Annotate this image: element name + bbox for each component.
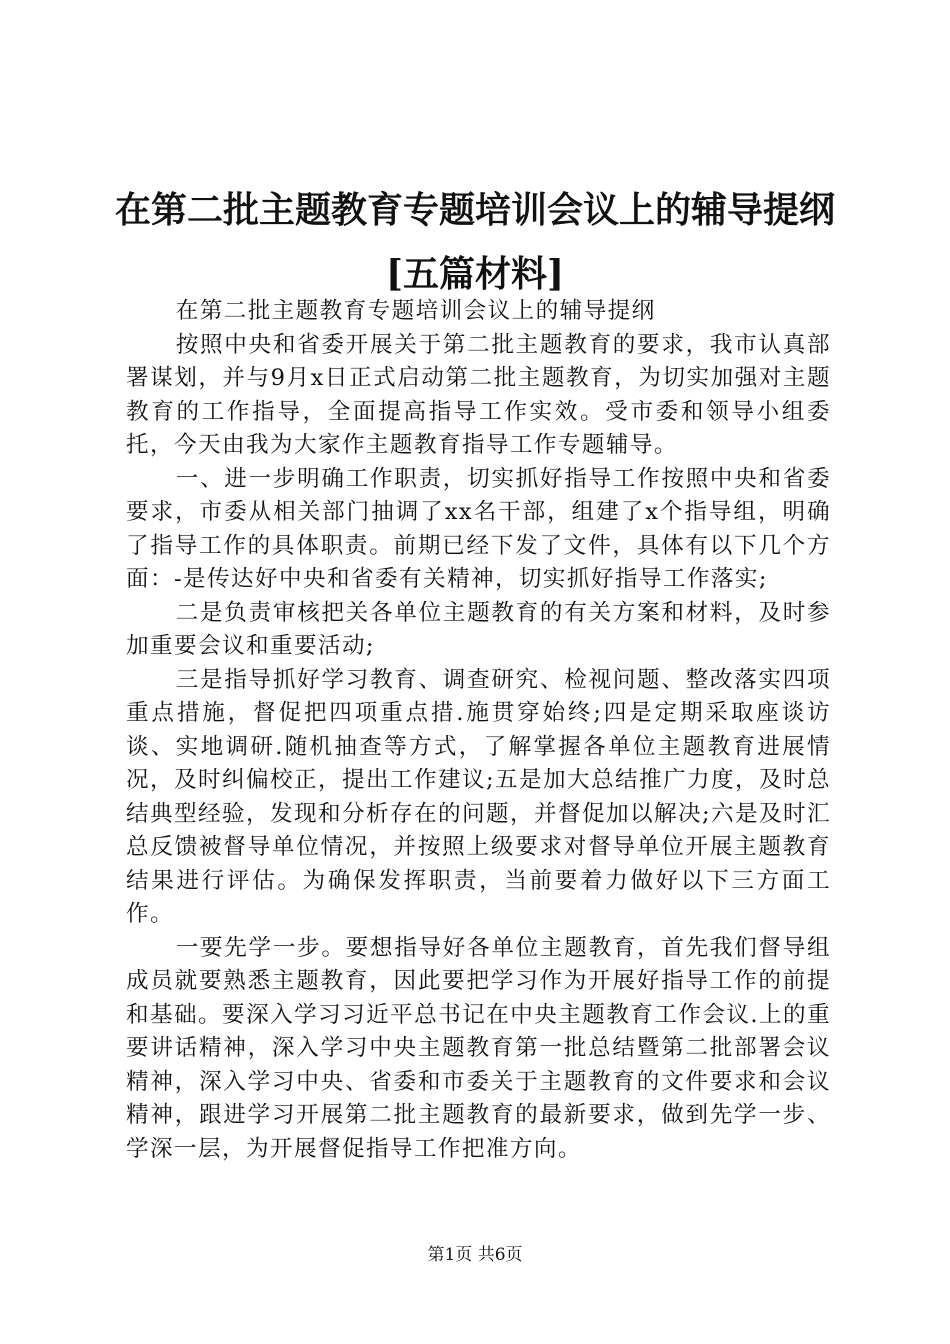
paragraph: 三是指导抓好学习教育、调查研究、检视问题、整改落实四项重点措施，督促把四项重点措.施贯穿始终;四是定期采取座谈访谈、实地调研.随机抽查等方式，了解掌握各单位主题教育进展情况，及时纠偏校正，提出工作建议;五是加大总结推广力度，及时总结典型经验，发现和分析存在的问题，并督促加以解决;六是及时汇总反馈被督导单位情况，并按照上级要求对督导单位开展主题教育结果进行评估。为确保发挥职责，当前要着力做好以下三方面工作。 xyxy=(126,666,831,927)
paragraph: 一、进一步明确工作职责，切实抓好指导工作按照中央和省委要求，市委从相关部门抽调了xx名干部，组建了x个指导组，明确了指导工作的具体职责。前期已经下发了文件，具体有以下几个方面：-是传达好中央和省委有关精神，切实抓好指导工作落实; xyxy=(126,465,831,592)
document-body xyxy=(126,295,831,1166)
paragraph: 在第二批主题教育专题培训会议上的辅导提纲 xyxy=(175,298,656,324)
paragraph: 二是负责审核把关各单位主题教育的有关方案和材料，及时参加重要会议和重要活动; xyxy=(126,599,831,659)
document-title: 在第二批主题教育专题培训会议上的辅导提纲 xyxy=(114,189,835,231)
document-subtitle: [五篇材料] xyxy=(385,253,565,295)
paragraph: 按照中央和省委开展关于第二批主题教育的要求，我市认真部署谋划，并与9月x日正式启动第二批主题教育，为切实加强对主题教育的工作指导，全面提高指导工作实效。受市委和领导小组委托，今天由我为大家作主题教育指导工作专题辅导。 xyxy=(126,331,831,458)
paragraph: 一要先学一步。要想指导好各单位主题教育，首先我们督导组成员就要熟悉主题教育，因此要把学习作为开展好指导工作的前提和基础。要深入学习习近平总书记在中央主题教育工作会议.上的重要讲话精神，深入学习中央主题教育第一批总结暨第二批部署会议精神，深入学习中央、省委和市委关于主题教育的文件要求和会议精神，跟进学习开展第二批主题教育的最新要求，做到先学一步、学深一层，为开展督促指导工作把准方向。 xyxy=(126,934,831,1162)
page-number: 第1页 共6页 xyxy=(427,1245,523,1265)
